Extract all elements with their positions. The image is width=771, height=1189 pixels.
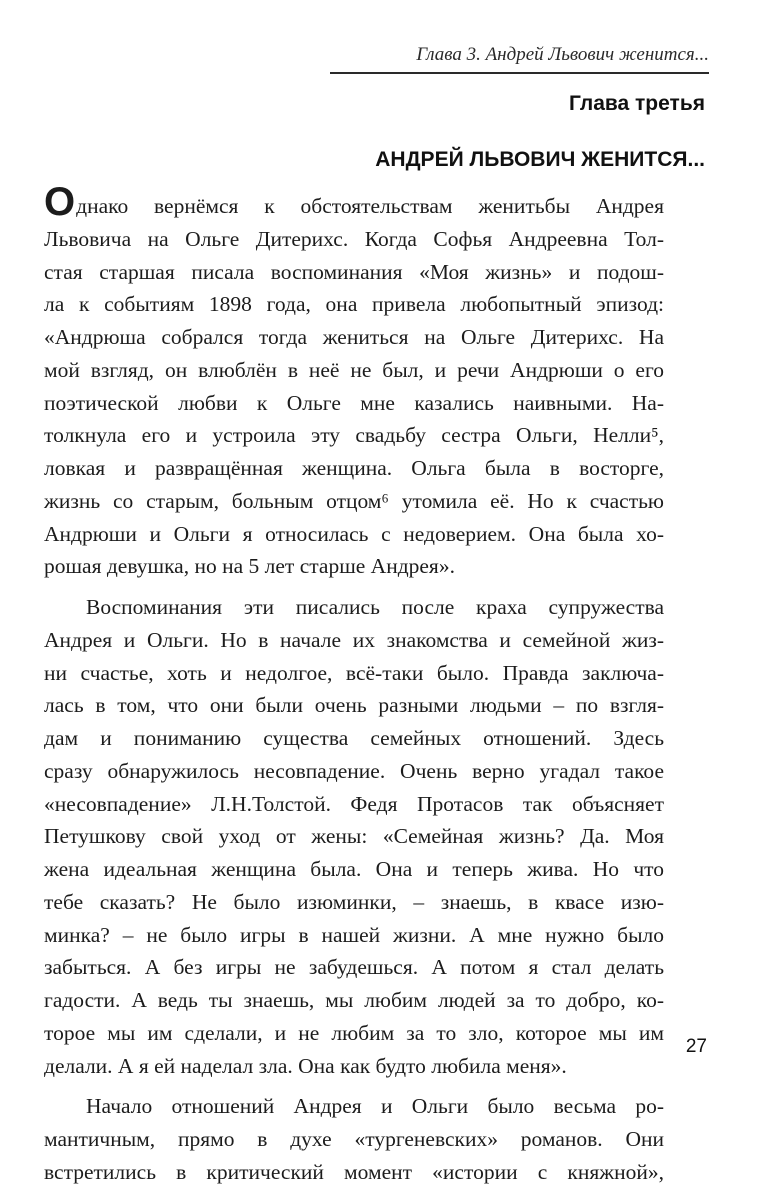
text-line: Андрея и Ольги. Но в начале их знакомства и семейной жиз- bbox=[44, 627, 664, 652]
text-line: Андрюши и Ольги я относилась с недоверием. Она была хо- bbox=[44, 521, 664, 546]
chapter-label: Глава третья bbox=[569, 92, 705, 115]
paragraph bbox=[44, 180, 664, 583]
text-line: ни счастье, хоть и недолгое, всё-таки было. Правда заключа- bbox=[44, 660, 664, 685]
text-line: Петушкову свой уход от жены: «Семейная жизнь? Да. Моя bbox=[44, 824, 664, 849]
paragraph bbox=[44, 591, 664, 1082]
text-line: дам и пониманию существа семейных отношений. Здесь bbox=[44, 726, 664, 750]
body-text bbox=[44, 180, 664, 1189]
text-line: «несовпадение» Л.Н.Толстой. Федя Протасов так объясняет bbox=[44, 791, 664, 816]
drop-cap: О bbox=[44, 180, 76, 224]
text-line: Однако вернёмся к обстоятельствам женитьбы Андрея bbox=[44, 180, 664, 224]
text-line: тебе сказать? Не было изюминки, – знаешь, в квасе изю- bbox=[44, 889, 664, 914]
text-line: жена идеальная женщина была. Она и теперь жива. Но что bbox=[44, 857, 664, 881]
paragraph bbox=[44, 1090, 664, 1188]
paragraph-gap bbox=[44, 583, 664, 591]
text-line: ла к событиям 1898 года, она привела любопытный эпизод: bbox=[44, 292, 664, 317]
text-line: мантичным, прямо в духе «тургеневских» романов. Они bbox=[44, 1127, 664, 1151]
text-line: гадости. А ведь ты знаешь, мы любим людей за то добро, ко- bbox=[44, 988, 664, 1012]
text-line: лась в том, что они были очень разными людьми – по взгля- bbox=[44, 693, 664, 718]
text-line: стая старшая писала воспоминания «Моя жизнь» и подош- bbox=[44, 259, 664, 284]
text-line: толкнула его и устроила эту свадьбу сестра Ольги, Нелли⁵, bbox=[44, 423, 664, 448]
text-line: жизнь со старым, больным отцом⁶ утомила её. Но к счастью bbox=[44, 488, 664, 513]
text-line: Львовича на Ольге Дитерихс. Когда Софья Андреевна Тол- bbox=[44, 226, 664, 251]
text-line: Воспоминания эти писались после краха супружества bbox=[86, 595, 664, 619]
header-rule bbox=[330, 72, 709, 74]
text-line: «Андрюша собрался тогда жениться на Ольге Дитерихс. На bbox=[44, 325, 664, 349]
paragraph-gap bbox=[44, 1082, 664, 1090]
text-line: ловкая и развращённая женщина. Ольга была в восторге, bbox=[44, 456, 664, 480]
text-line: Начало отношений Андрея и Ольги было весьма ро- bbox=[86, 1094, 664, 1119]
text-line: рошая девушка, но на 5 лет старше Андрея». bbox=[44, 554, 455, 579]
text-line: торое мы им сделали, и не любим за то зло, которое мы им bbox=[44, 1020, 664, 1045]
text-line: поэтической любви к Ольге мне казались наивными. На- bbox=[44, 390, 664, 415]
running-head: Глава 3. Андрей Львович женится... bbox=[416, 44, 709, 65]
text-line: встретились в критический момент «истории с княжной», bbox=[44, 1159, 664, 1184]
chapter-title: АНДРЕЙ ЛЬВОВИЧ ЖЕНИТСЯ... bbox=[375, 148, 705, 171]
text-line: делали. А я ей наделал зла. Она как будто любила меня». bbox=[44, 1053, 567, 1078]
text-line: минка? – не было игры в нашей жизни. А мне нужно было bbox=[44, 922, 664, 947]
text-line: мой взгляд, он влюблён в неё не был, и речи Андрюши о его bbox=[44, 357, 664, 382]
text-line: забыться. А без игры не забудешься. А потом я стал делать bbox=[44, 955, 664, 980]
page-number: 27 bbox=[685, 1036, 707, 1057]
text-line: сразу обнаружилось несовпадение. Очень верно угадал такое bbox=[44, 758, 664, 783]
